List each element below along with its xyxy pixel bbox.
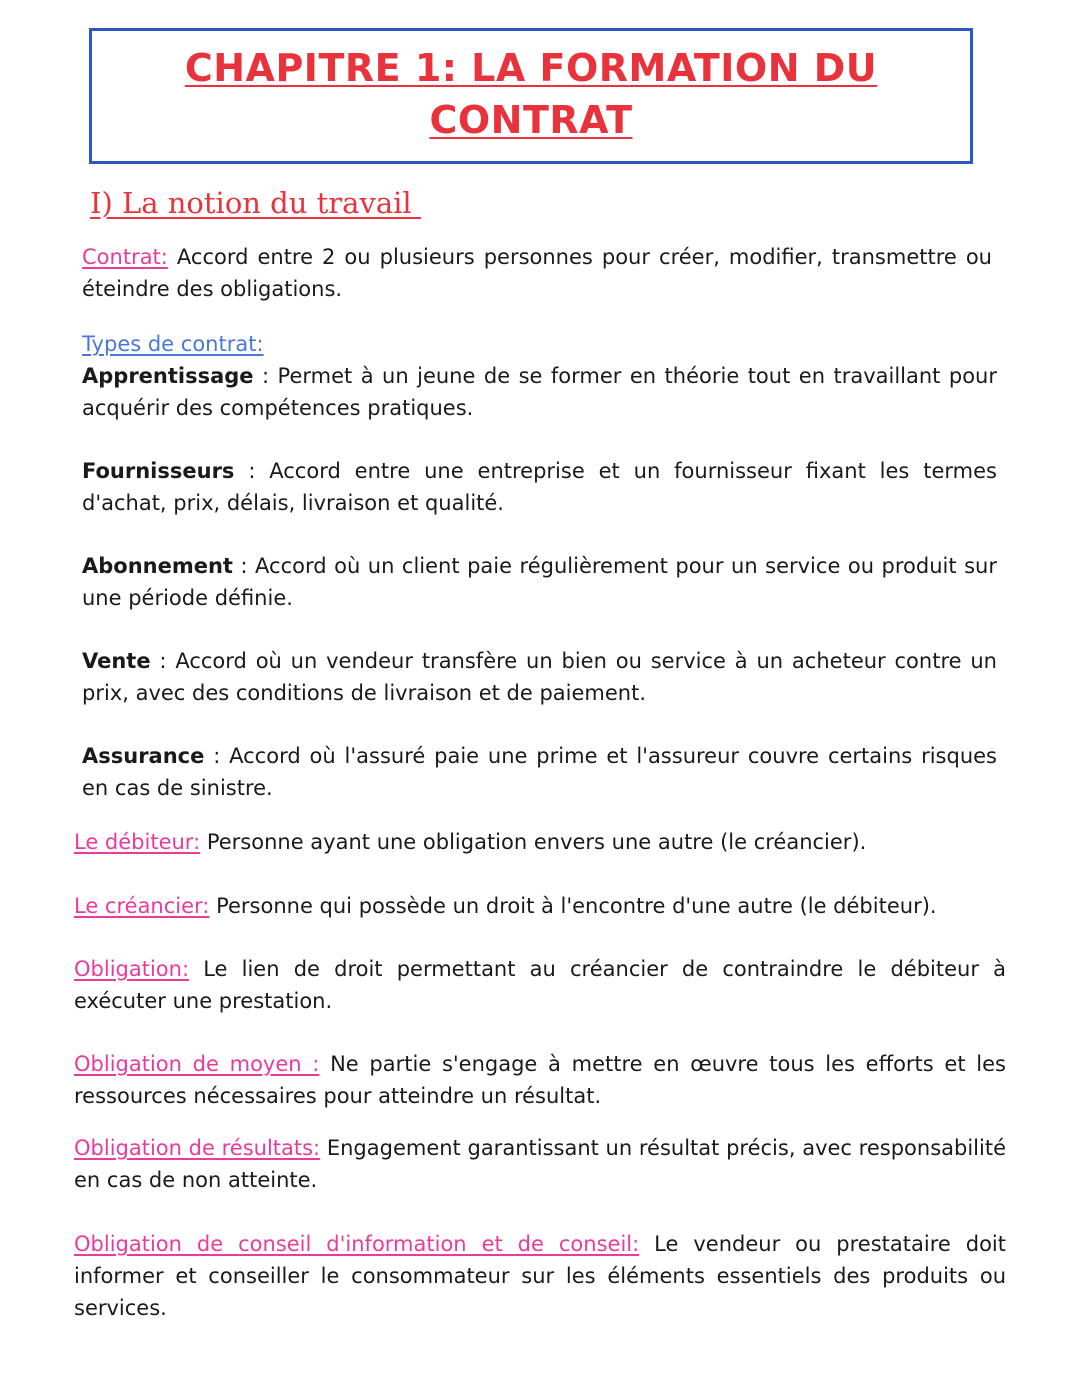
definition-label: Obligation de résultats: bbox=[74, 1136, 321, 1160]
contract-type-term: Abonnement bbox=[82, 554, 233, 578]
contract-type-item bbox=[82, 550, 997, 614]
definition-obligation-resultats bbox=[74, 1132, 1006, 1196]
chapter-title-line-1: CHAPITRE 1: LA FORMATION DU bbox=[184, 46, 878, 90]
definition-label: Obligation de conseil d'information et de conseil: bbox=[74, 1232, 640, 1256]
contract-type-text: : Permet à un jeune de se former en théorie tout en travaillant pour acquérir des compétences pratiques. bbox=[82, 364, 997, 420]
contract-type-term: Vente bbox=[82, 649, 151, 673]
contract-type-item bbox=[82, 455, 997, 519]
title-box bbox=[89, 28, 973, 164]
section-heading: I) La notion du travail bbox=[90, 186, 421, 220]
contract-type-term: Fournisseurs bbox=[82, 459, 235, 483]
contract-type-term: Apprentissage bbox=[82, 364, 254, 388]
definition-label: Le débiteur: bbox=[74, 830, 201, 854]
definition-label: Le créancier: bbox=[74, 894, 210, 918]
definition-obligation bbox=[74, 953, 1006, 1017]
contract-type-item bbox=[82, 740, 997, 804]
definition-text: Engagement garantissant un résultat précis, avec responsabilité en cas de non atteinte. bbox=[74, 1136, 1006, 1192]
contract-type-text: : Accord entre une entreprise et un fournisseur fixant les termes d'achat, prix, délais, livraison et qualité. bbox=[82, 459, 997, 515]
contract-type-item bbox=[82, 645, 997, 709]
definition-contrat bbox=[82, 241, 992, 305]
definition-label: Obligation: bbox=[74, 957, 190, 981]
definition-obligation-conseil bbox=[74, 1228, 1006, 1324]
definition-label: Obligation de moyen : bbox=[74, 1052, 320, 1076]
definition-text: Le lien de droit permettant au créancier de contraindre le débiteur à exécuter une prestation. bbox=[74, 957, 1006, 1013]
types-heading: Types de contrat: bbox=[82, 332, 264, 356]
contract-type-text: : Accord où l'assuré paie une prime et l'assureur couvre certains risques en cas de sinistre. bbox=[82, 744, 997, 800]
definition-text: Personne ayant une obligation envers une autre (le créancier). bbox=[200, 830, 867, 854]
definition-creancier bbox=[74, 890, 1009, 922]
types-heading-paragraph bbox=[82, 328, 997, 360]
contract-type-term: Assurance bbox=[82, 744, 205, 768]
chapter-title-line-2: CONTRAT bbox=[429, 98, 633, 142]
definition-label: Contrat: bbox=[82, 245, 168, 269]
definition-debiteur bbox=[74, 826, 1009, 858]
definition-text: Ne partie s'engage à mettre en œuvre tous les efforts et les ressources nécessaires pour atteindre un résultat. bbox=[74, 1052, 1006, 1108]
definition-obligation-moyen bbox=[74, 1048, 1006, 1112]
definition-text: Personne qui possède un droit à l'encontre d'une autre (le débiteur). bbox=[209, 894, 937, 918]
definition-text: Le vendeur ou prestataire doit informer et conseiller le consommateur sur les éléments essentiels des produits ou services. bbox=[74, 1232, 1006, 1320]
contract-type-text: : Accord où un vendeur transfère un bien ou service à un acheteur contre un prix, avec des conditions de livraison et de paiement. bbox=[82, 649, 997, 705]
definition-text: Accord entre 2 ou plusieurs personnes pour créer, modifier, transmettre ou éteindre des obligations. bbox=[82, 245, 992, 301]
contract-type-text: : Accord où un client paie régulièrement pour un service ou produit sur une période définie. bbox=[82, 554, 997, 610]
contract-type-item bbox=[82, 360, 997, 424]
